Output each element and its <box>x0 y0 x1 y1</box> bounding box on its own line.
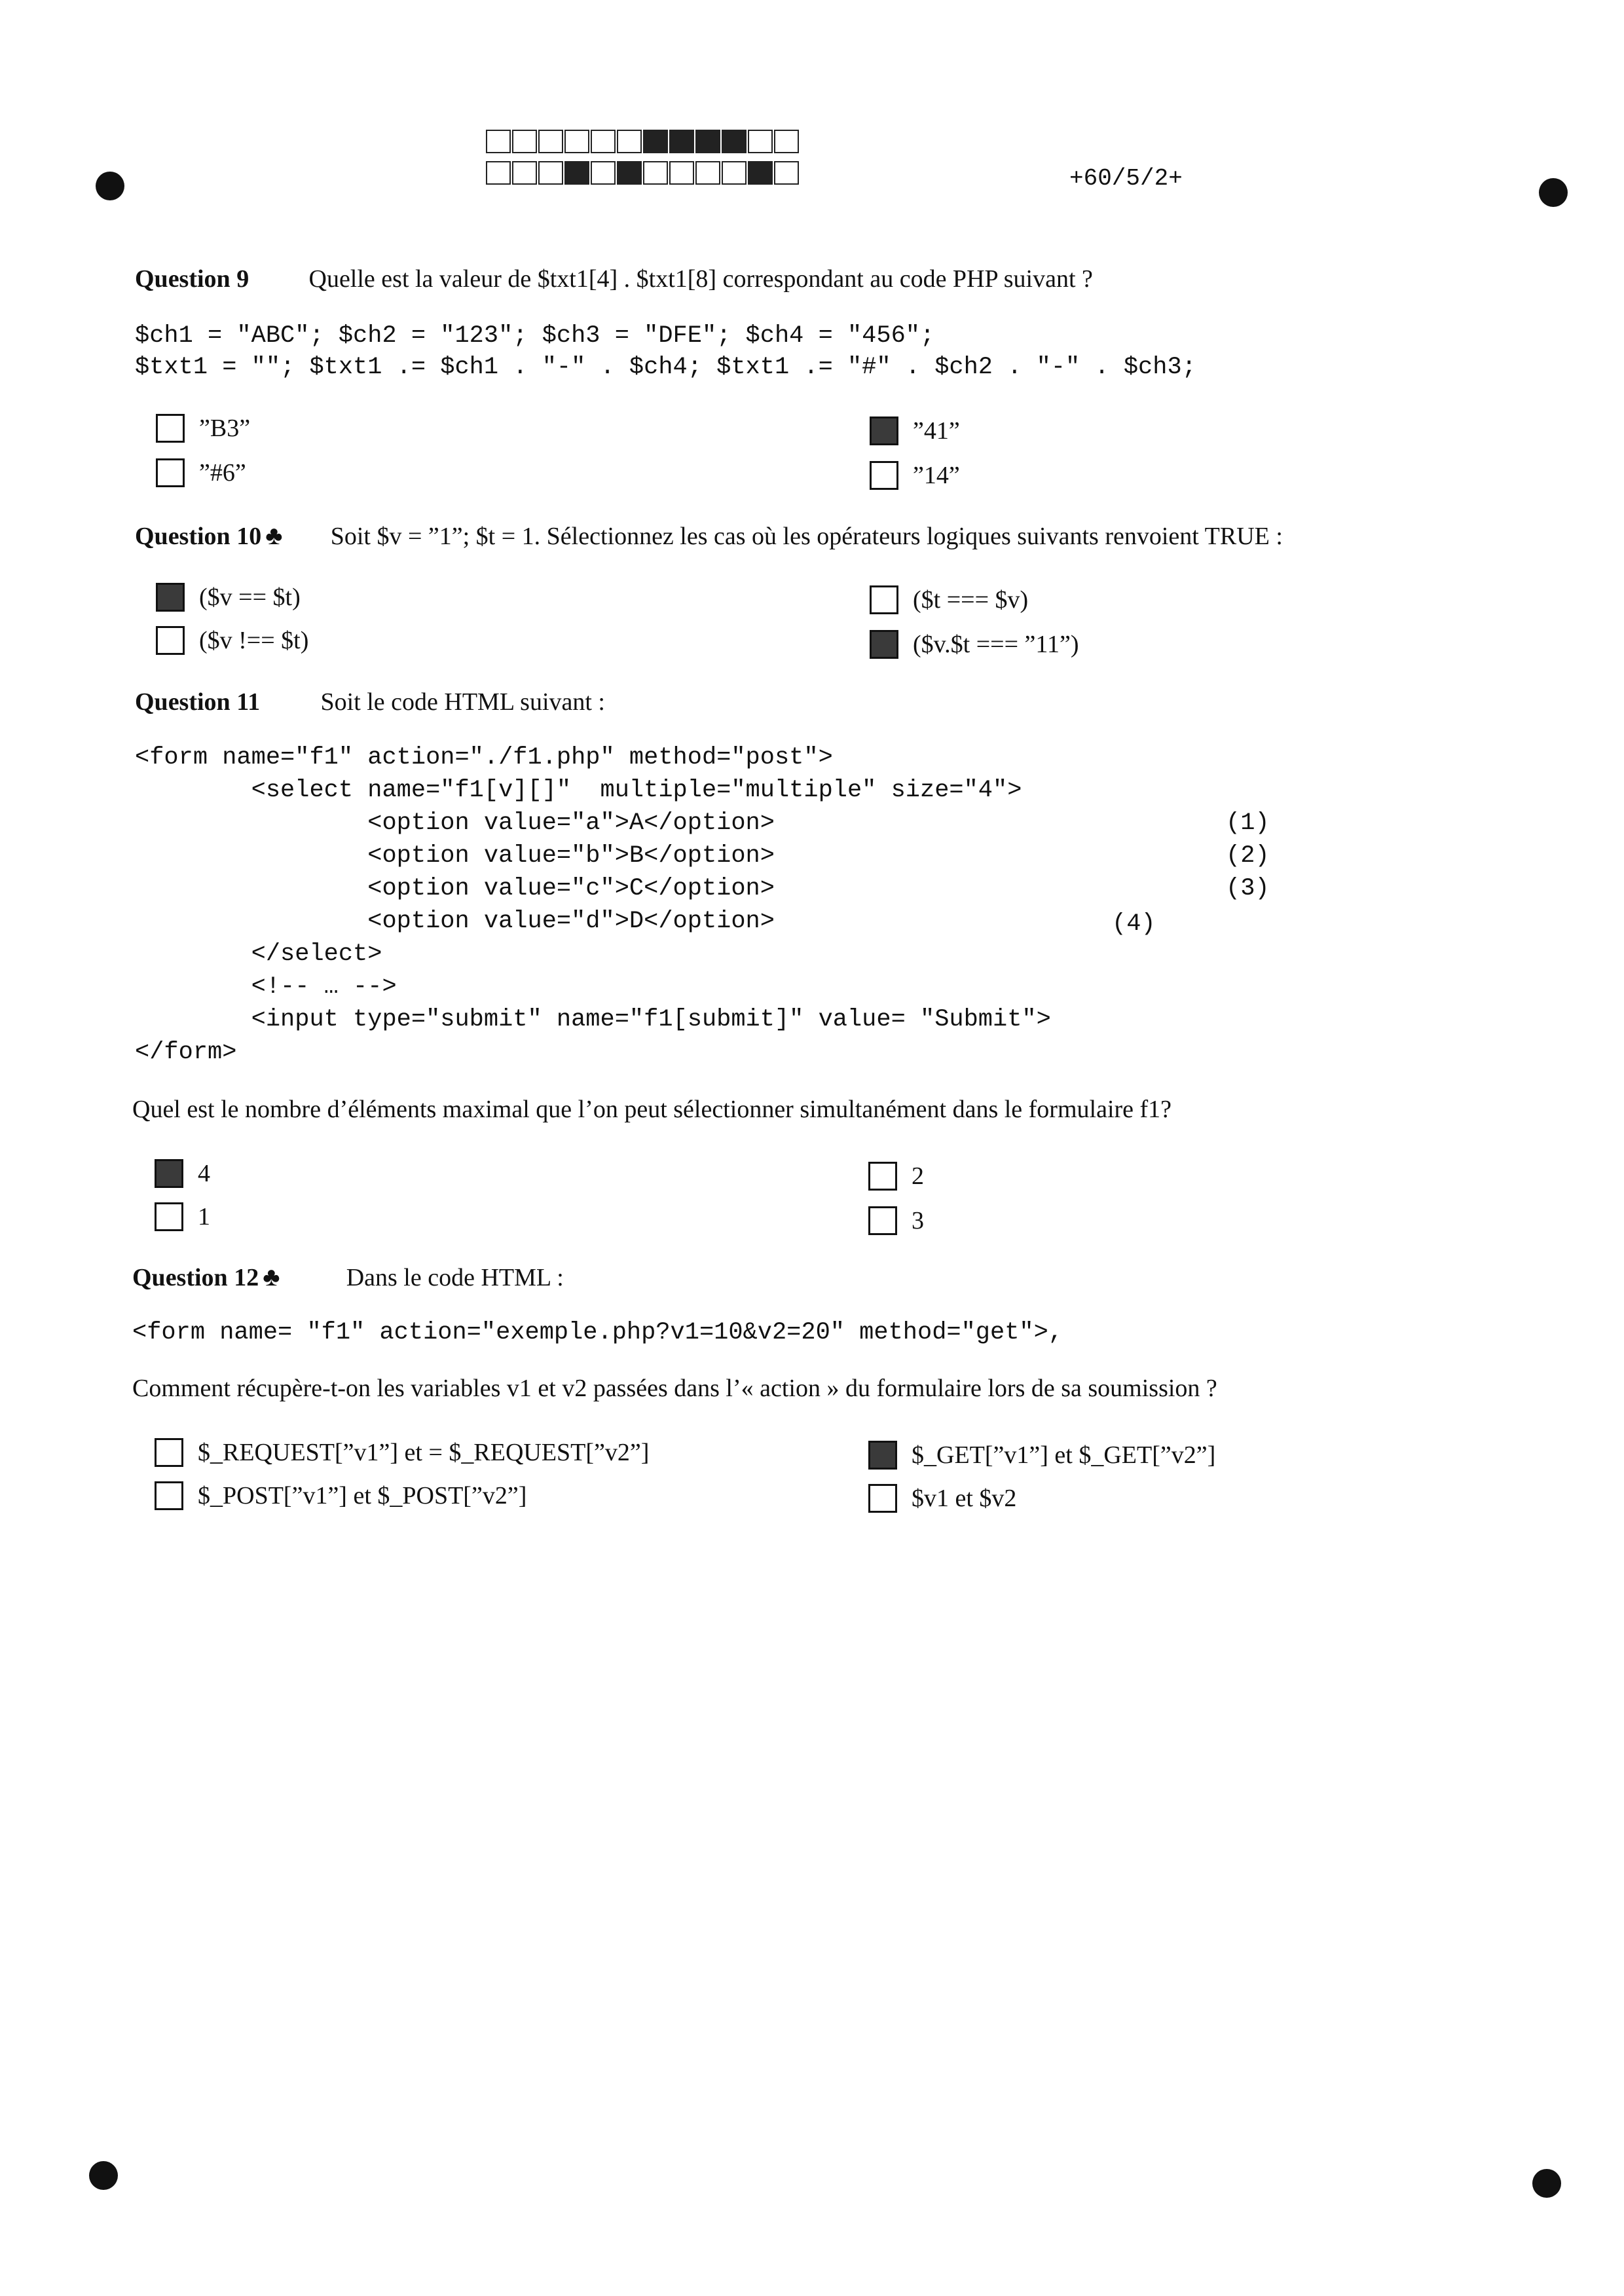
answer-checkbox[interactable] <box>156 458 185 487</box>
answer-option[interactable] <box>156 583 301 612</box>
code-line: $ch1 = "ABC"; $ch2 = "123"; $ch3 = "DFE"; $ch4 = "456"; <box>135 322 935 350</box>
answer-option[interactable] <box>868 1206 924 1235</box>
answer-label: ($t === $v) <box>913 586 1029 614</box>
answer-checkbox[interactable] <box>155 1438 183 1467</box>
registration-mark-bottom-left <box>89 2161 118 2190</box>
question-text: Soit $v = ”1”; $t = 1. Sélectionnez les cas où les opérateurs logiques suivants renvoient TRUE : <box>330 523 1283 550</box>
question-text: Soit le code HTML suivant : <box>320 688 605 716</box>
answer-checkbox[interactable] <box>868 1206 897 1235</box>
answer-option[interactable] <box>868 1484 1016 1513</box>
question-title: Question 9 <box>135 265 249 293</box>
id-grid-row-2 <box>486 161 800 185</box>
answer-label: ($v == $t) <box>199 583 301 611</box>
answer-option[interactable] <box>155 1159 210 1188</box>
answer-label: ”41” <box>913 417 960 445</box>
answer-checkbox[interactable] <box>155 1481 183 1510</box>
code-line: $txt1 = ""; $txt1 .= $ch1 . "-" . $ch4; $txt1 .= "#" . $ch2 . "-" . $ch3; <box>135 354 1196 381</box>
question-text: Quelle est la valeur de $txt1[4] . $txt1[8] correspondant au code PHP suivant ? <box>308 265 1093 293</box>
registration-mark-top-right <box>1539 178 1568 207</box>
code-line: <form name="f1" action="./f1.php" method="post"> <box>135 744 833 771</box>
option-number: (3) <box>1226 875 1270 902</box>
answer-checkbox[interactable] <box>870 630 898 659</box>
answer-option[interactable] <box>155 1438 649 1467</box>
code-line: <input type="submit" name="f1[submit]" value= "Submit"> <box>135 1006 1051 1033</box>
question-9-header <box>135 265 1093 293</box>
code-line: <option value="b">B</option> <box>135 842 775 870</box>
answer-option[interactable] <box>870 585 1028 614</box>
id-grid-row-1 <box>486 130 800 153</box>
answer-label: $_REQUEST[”v1”] et = $_REQUEST[”v2”] <box>198 1439 650 1466</box>
answer-option[interactable] <box>870 461 960 490</box>
answer-label: $v1 et $v2 <box>912 1485 1017 1512</box>
answer-checkbox[interactable] <box>868 1484 897 1513</box>
answer-checkbox[interactable] <box>870 461 898 490</box>
answer-label: ($v !== $t) <box>199 627 309 654</box>
question-12-header <box>132 1261 564 1292</box>
answer-checkbox[interactable] <box>155 1159 183 1188</box>
club-icon: ♣ <box>263 1262 280 1291</box>
option-number: (1) <box>1226 809 1270 837</box>
answer-option[interactable] <box>156 414 250 443</box>
answer-checkbox[interactable] <box>156 414 185 443</box>
answer-checkbox[interactable] <box>155 1202 183 1231</box>
answer-option[interactable] <box>156 626 308 655</box>
answer-label: ”B3” <box>199 415 251 442</box>
question-prompt: Quel est le nombre d’éléments maximal que l’on peut sélectionner simultanément dans le formulaire f1? <box>132 1096 1172 1123</box>
question-title: Question 12 <box>132 1264 259 1291</box>
code-line: <option value="c">C</option> <box>135 875 775 902</box>
answer-checkbox[interactable] <box>870 417 898 445</box>
code-line: </form> <box>135 1039 237 1066</box>
answer-option[interactable] <box>870 417 960 445</box>
question-text: Dans le code HTML : <box>346 1264 564 1291</box>
answer-option[interactable] <box>868 1162 924 1191</box>
code-line: </select> <box>135 940 382 968</box>
answer-label: ($v.$t === ”11”) <box>913 631 1079 658</box>
question-prompt: Comment récupère-t-on les variables v1 et v2 passées dans l’« action » du formulaire lors de sa soumission ? <box>132 1375 1217 1402</box>
answer-checkbox[interactable] <box>156 626 185 655</box>
code-line: <!-- … --> <box>135 973 397 1001</box>
answer-label: ”#6” <box>199 459 246 487</box>
code-line: <form name= "f1" action="exemple.php?v1=10&v2=20" method="get">, <box>132 1319 1063 1346</box>
answer-option[interactable] <box>156 458 246 487</box>
question-title: Question 11 <box>135 688 261 716</box>
registration-mark-top-left <box>96 172 124 200</box>
club-icon: ♣ <box>265 521 283 550</box>
answer-checkbox[interactable] <box>156 583 185 612</box>
answer-label: ”14” <box>913 462 960 489</box>
answer-label: 4 <box>198 1160 210 1187</box>
answer-label: $_POST[”v1”] et $_POST[”v2”] <box>198 1482 527 1509</box>
answer-checkbox[interactable] <box>868 1441 897 1470</box>
option-number: (4) <box>1112 910 1156 938</box>
question-10-header <box>135 520 1283 551</box>
question-11-header <box>135 688 605 716</box>
answer-label: 3 <box>912 1207 924 1234</box>
question-title: Question 10 <box>135 523 262 550</box>
answer-option[interactable] <box>868 1441 1215 1470</box>
code-line: <select name="f1[v][]" multiple="multiple" size="4"> <box>135 777 1022 804</box>
answer-checkbox[interactable] <box>870 585 898 614</box>
answer-label: 1 <box>198 1203 210 1231</box>
registration-mark-bottom-right <box>1532 2169 1561 2198</box>
sheet-code: +60/5/2+ <box>1069 165 1183 192</box>
answer-option[interactable] <box>870 630 1079 659</box>
answer-label: 2 <box>912 1162 924 1190</box>
answer-checkbox[interactable] <box>868 1162 897 1191</box>
code-line: <option value="d">D</option> <box>135 908 775 935</box>
option-number: (2) <box>1226 842 1270 870</box>
code-line: <option value="a">A</option> <box>135 809 775 837</box>
answer-label: $_GET[”v1”] et $_GET[”v2”] <box>912 1441 1216 1469</box>
answer-option[interactable] <box>155 1481 526 1510</box>
answer-option[interactable] <box>155 1202 210 1231</box>
